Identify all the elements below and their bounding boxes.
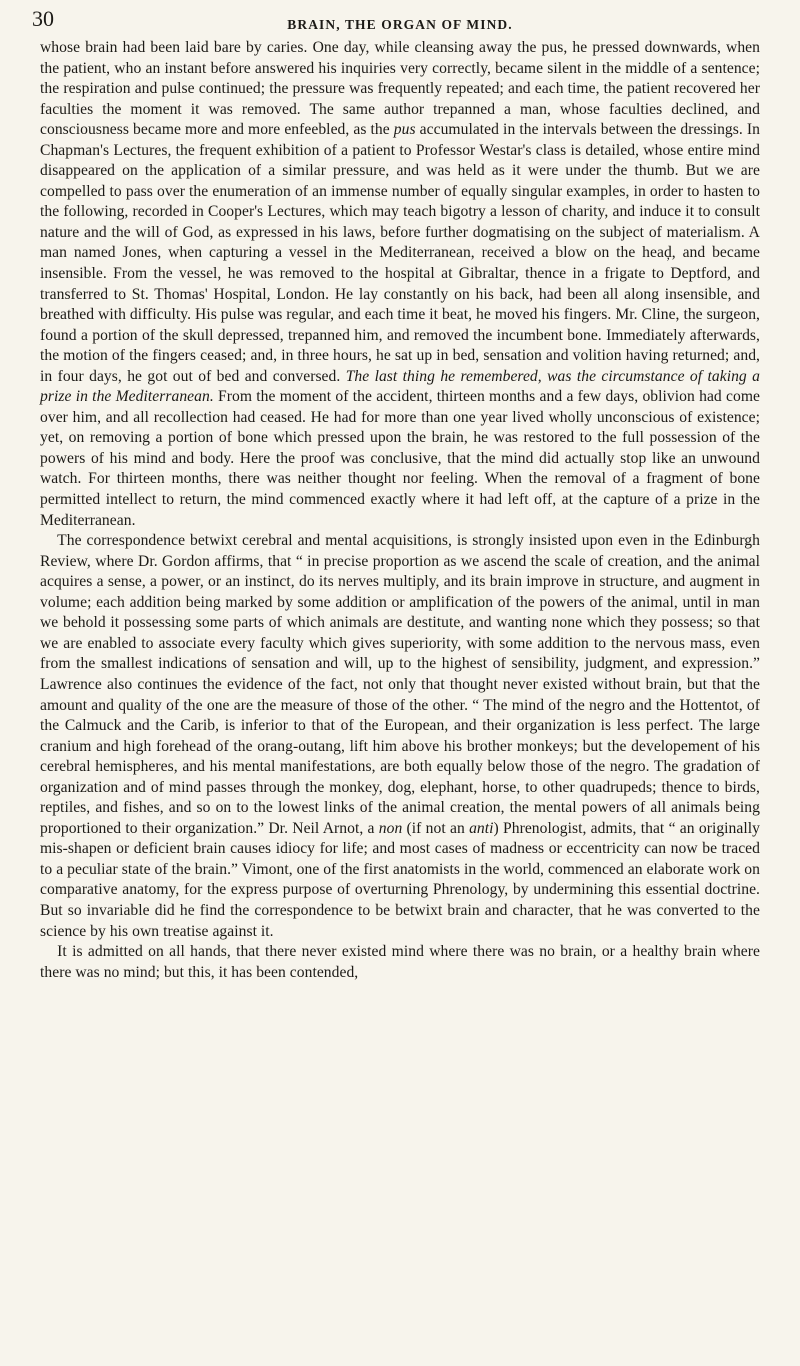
- paragraph-segment: accumulated in the intervals between the dressings. In Chapman's Lectures, the frequent exhibition of a patient to Professor Westar's class is detailed, whose entire mind disappeared on the application of a similar pressure, and was held as it were under the thumb. But we are compelled to pass over the enumeration of an immense number of equally singular examples, in order to hasten to the following, recorded in Cooper's Lectures, which may teach bigotry a lesson of charity, and induce it to consult nature and the will of God, as expressed in his laws, before further dogmatising on the subject of materialism. A man named Jones, when capturing a vessel in the Mediterranean, received a blow on the heaḑ, and became insensible. From the vessel, he was removed to the hospital at Gibraltar, thence in a frigate to Deptford, and transferred to St. Thomas' Hospital, London. He lay constantly on his back, had been all along insensible, and breathed with difficulty. His pulse was regular, and each time it beat, he moved his fingers. Mr. Cline, the surgeon, found a portion of the skull depressed, trepanned him, and removed the incumbent bone. Immediately afterwards, the motion of the fingers ceased; and, in three hours, he sat up in bed, sensation and volition having returned; and, in four days, he got out of bed and conversed.: [40, 121, 760, 385]
- paragraph-1: [40, 38, 760, 531]
- paragraph-segment: The correspondence betwixt cerebral and mental acquisitions, is strongly insisted upon even in the Edinburgh Review, where Dr. Gordon affirms, that “ in precise proportion as we ascend the scale of creation, and the animal acquires a sense, a power, or an instinct, do its nerves multiply, and its brain improve in structure, and augment in volume; each addition being marked by some addition or amplification of the powers of the animal, until in man we behold it possessing some parts of which animals are destitute, and wanting none which they possess; so that we are enabled to associate every faculty which gives superiority, with some addition to the nervous mass, even from the smallest indications of sensation and will, up to the highest of sensibility, judgment, and expression.” Lawrence also continues the evidence of the fact, not only that thought never existed without brain, but that the amount and quality of the one are the measure of those of the other. “ The mind of the negro and the Hottentot, of the Calmuck and the Carib, is inferior to that of the European, and their organization is less perfect. The large cranium and high forehead of the orang-outang, lift him above his brother monkeys; but the developement of his cerebral hemispheres, and his mental manifestations, are both equally below those of the negro. The gradation of organization and of mind passes through the monkey, dog, elephant, horse, to other quadrupeds; thence to birds, reptiles, and fishes, and so on to the lowest links of the animal creation, the mental powers of all animals being proportioned to their organization.” Dr. Neil Arnot, a: [40, 532, 760, 837]
- paragraph-segment: whose brain had been laid bare by caries. One day, while cleansing away the pus, he pressed downwards, when the patient, who an instant before answered his inquiries very correctly, became silent in the middle of a sentence; the respiration and pulse continued; the pressure was frequently repeated; and each time, the patient recovered her faculties the moment it was removed. The same author trepanned a man, whose faculties declined, and consciousness became more and more enfeebled, as the: [40, 39, 760, 139]
- paragraph-segment: (if not an: [402, 819, 470, 837]
- page-number: 30: [32, 6, 54, 31]
- italic-phrase: non: [378, 819, 403, 837]
- italic-phrase: The last thing he remembered, was the circumstance of taking a prize in the Mediterranean.: [40, 367, 760, 406]
- paragraph-segment: It is admitted on all hands, that there never existed mind where there was no brain, or a healthy brain where there was no mind; but this, it has been contended,: [40, 943, 760, 981]
- running-title: BRAIN, THE ORGAN OF MIND.: [287, 17, 513, 32]
- paragraph-segment: ) Phrenologist, admits, that “ an originally mis-shapen or deficient brain causes idiocy for life; and most cases of madness or eccentricity can now be traced to a peculiar state of the brain.” Vimont, one of the first anatomists in the world, commenced an elaborate work on comparative anatomy, for the express purpose of overturning Phrenology, by undermining this essential doctrine. But so invariable did he find the correspondence to be betwixt brain and character, that he was converted to the science by his own treatise against it.: [40, 819, 760, 940]
- page-header: [32, 6, 760, 36]
- body-text: [40, 38, 760, 983]
- italic-phrase: pus: [393, 121, 416, 139]
- paragraph-2: [40, 531, 760, 942]
- paragraph-segment: From the moment of the accident, thirteen months and a few days, oblivion had come over him, and all recollection had ceased. He had for more than one year lived wholly unconscious of existence; yet, on removing a portion of bone which pressed upon the brain, he was restored to the full possession of the powers of his mind and body. Here the proof was conclusive, that the mind did actually stop like an unwound watch. For thirteen months, there was neither thought nor feeling. When the removal of a fragment of bone permitted intellect to return, the mind commenced exactly where it had left off, at the capture of a prize in the Mediterranean.: [40, 388, 760, 529]
- italic-phrase: anti: [469, 819, 494, 837]
- paragraph-3: [40, 942, 760, 983]
